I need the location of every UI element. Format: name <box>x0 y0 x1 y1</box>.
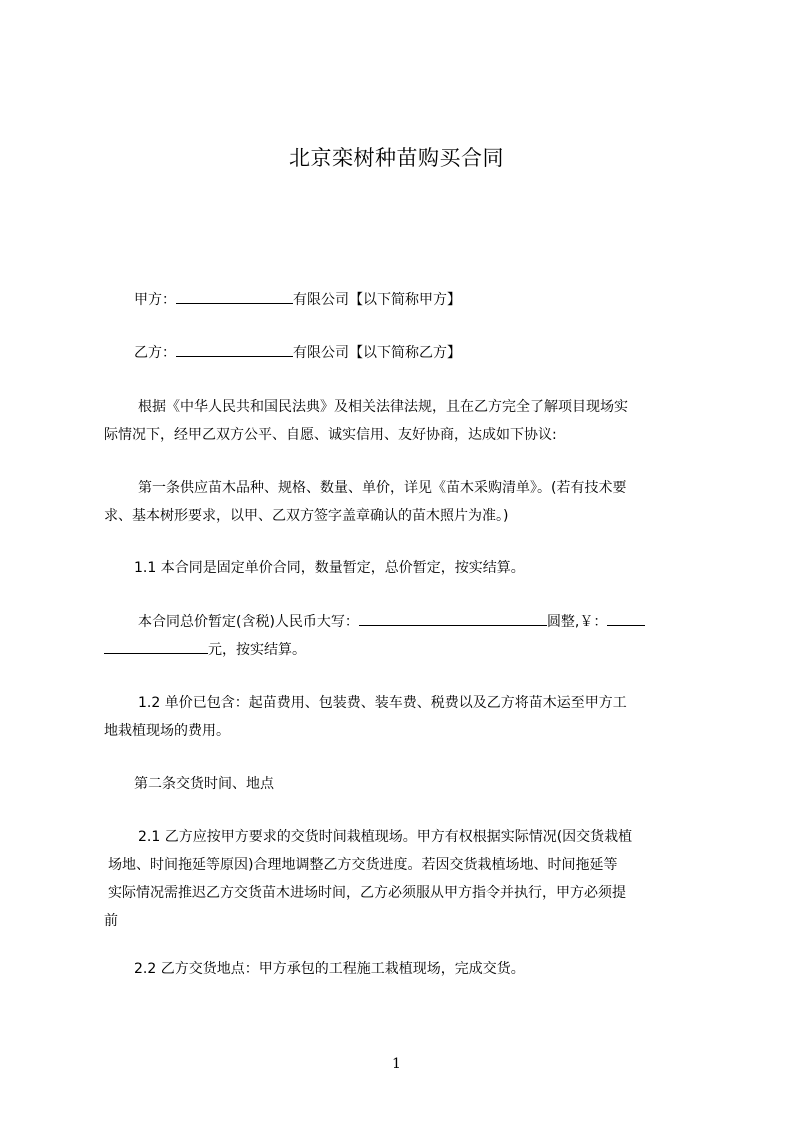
clause-2-1-line-4: 前 <box>104 913 118 929</box>
amount-in-words-blank <box>359 609 547 626</box>
article-1-line-1: 第一条供应苗木品种、规格、数量、单价，详见《苗木采购清单》。(若有技术要 <box>138 480 627 496</box>
amount-in-figures-blank-continued <box>104 637 208 654</box>
party-a-name-blank <box>176 287 293 304</box>
party-a-line <box>104 286 704 314</box>
clause-2-2: 2.2 乙方交货地点：甲方承包的工程施工栽植现场，完成交货。 <box>134 961 525 977</box>
preamble-paragraph <box>104 393 704 449</box>
party-b-prefix: 乙方： <box>134 345 176 361</box>
party-a-suffix: 有限公司【以下简称甲方】 <box>293 292 461 308</box>
article-1-paragraph <box>104 474 704 530</box>
clause-1-1: 1.1 本合同是固定单价合同，数量暂定，总价暂定，按实结算。 <box>134 560 525 576</box>
party-b-name-blank <box>176 340 293 357</box>
total-price-suffix: 元，按实结算。 <box>208 642 306 658</box>
clause-1-2-line-1: 1.2 单价已包含：起苗费用、包装费、装车费、税费以及乙方将苗木运至甲方工 <box>138 695 627 711</box>
document-title: 北京栾树种苗购买合同 <box>289 146 504 170</box>
party-a-prefix: 甲方： <box>134 292 176 308</box>
total-price-paragraph <box>104 608 704 664</box>
clause-2-1-line-3: 实际情况需推迟乙方交货苗木进场时间，乙方必须服从甲方指令并执行，甲方必须提 <box>108 885 626 901</box>
clause-2-1-line-2: 场地、时间拖延等原因)合理地调整乙方交货进度。若因交货栽植场地、时间拖延等 <box>108 857 618 873</box>
clause-2-1-line-1: 2.1 乙方应按甲方要求的交货时间栽植现场。甲方有权根据实际情况(因交货栽植 <box>138 829 633 845</box>
total-price-prefix: 本合同总价暂定(含税)人民币大写： <box>138 614 359 630</box>
clause-1-2-line-2: 地栽植现场的费用。 <box>104 723 230 739</box>
total-price-line-1 <box>104 608 704 636</box>
total-price-middle: 圆整,￥： <box>546 614 608 630</box>
party-b-suffix: 有限公司【以下简称乙方】 <box>293 345 461 361</box>
preamble-line-1: 根据《中华人民共和国民法典》及相关法律法规，且在乙方完全了解项目现场实 <box>138 399 628 415</box>
preamble-line-2: 际情况下，经甲乙双方公平、自愿、诚实信用、友好协商，达成如下协议: <box>104 427 557 443</box>
clause-1-2-paragraph <box>104 689 704 745</box>
article-2-heading: 第二条交货时间、地点 <box>134 776 274 792</box>
amount-in-figures-blank <box>607 609 645 626</box>
article-1-line-2: 求、基本树形要求，以甲、乙双方签字盖章确认的苗木照片为准。) <box>104 508 509 524</box>
party-b-line <box>104 339 704 367</box>
clause-2-1-paragraph <box>104 823 704 935</box>
total-price-line-2 <box>104 636 704 664</box>
page-number: 1 <box>392 1056 401 1072</box>
